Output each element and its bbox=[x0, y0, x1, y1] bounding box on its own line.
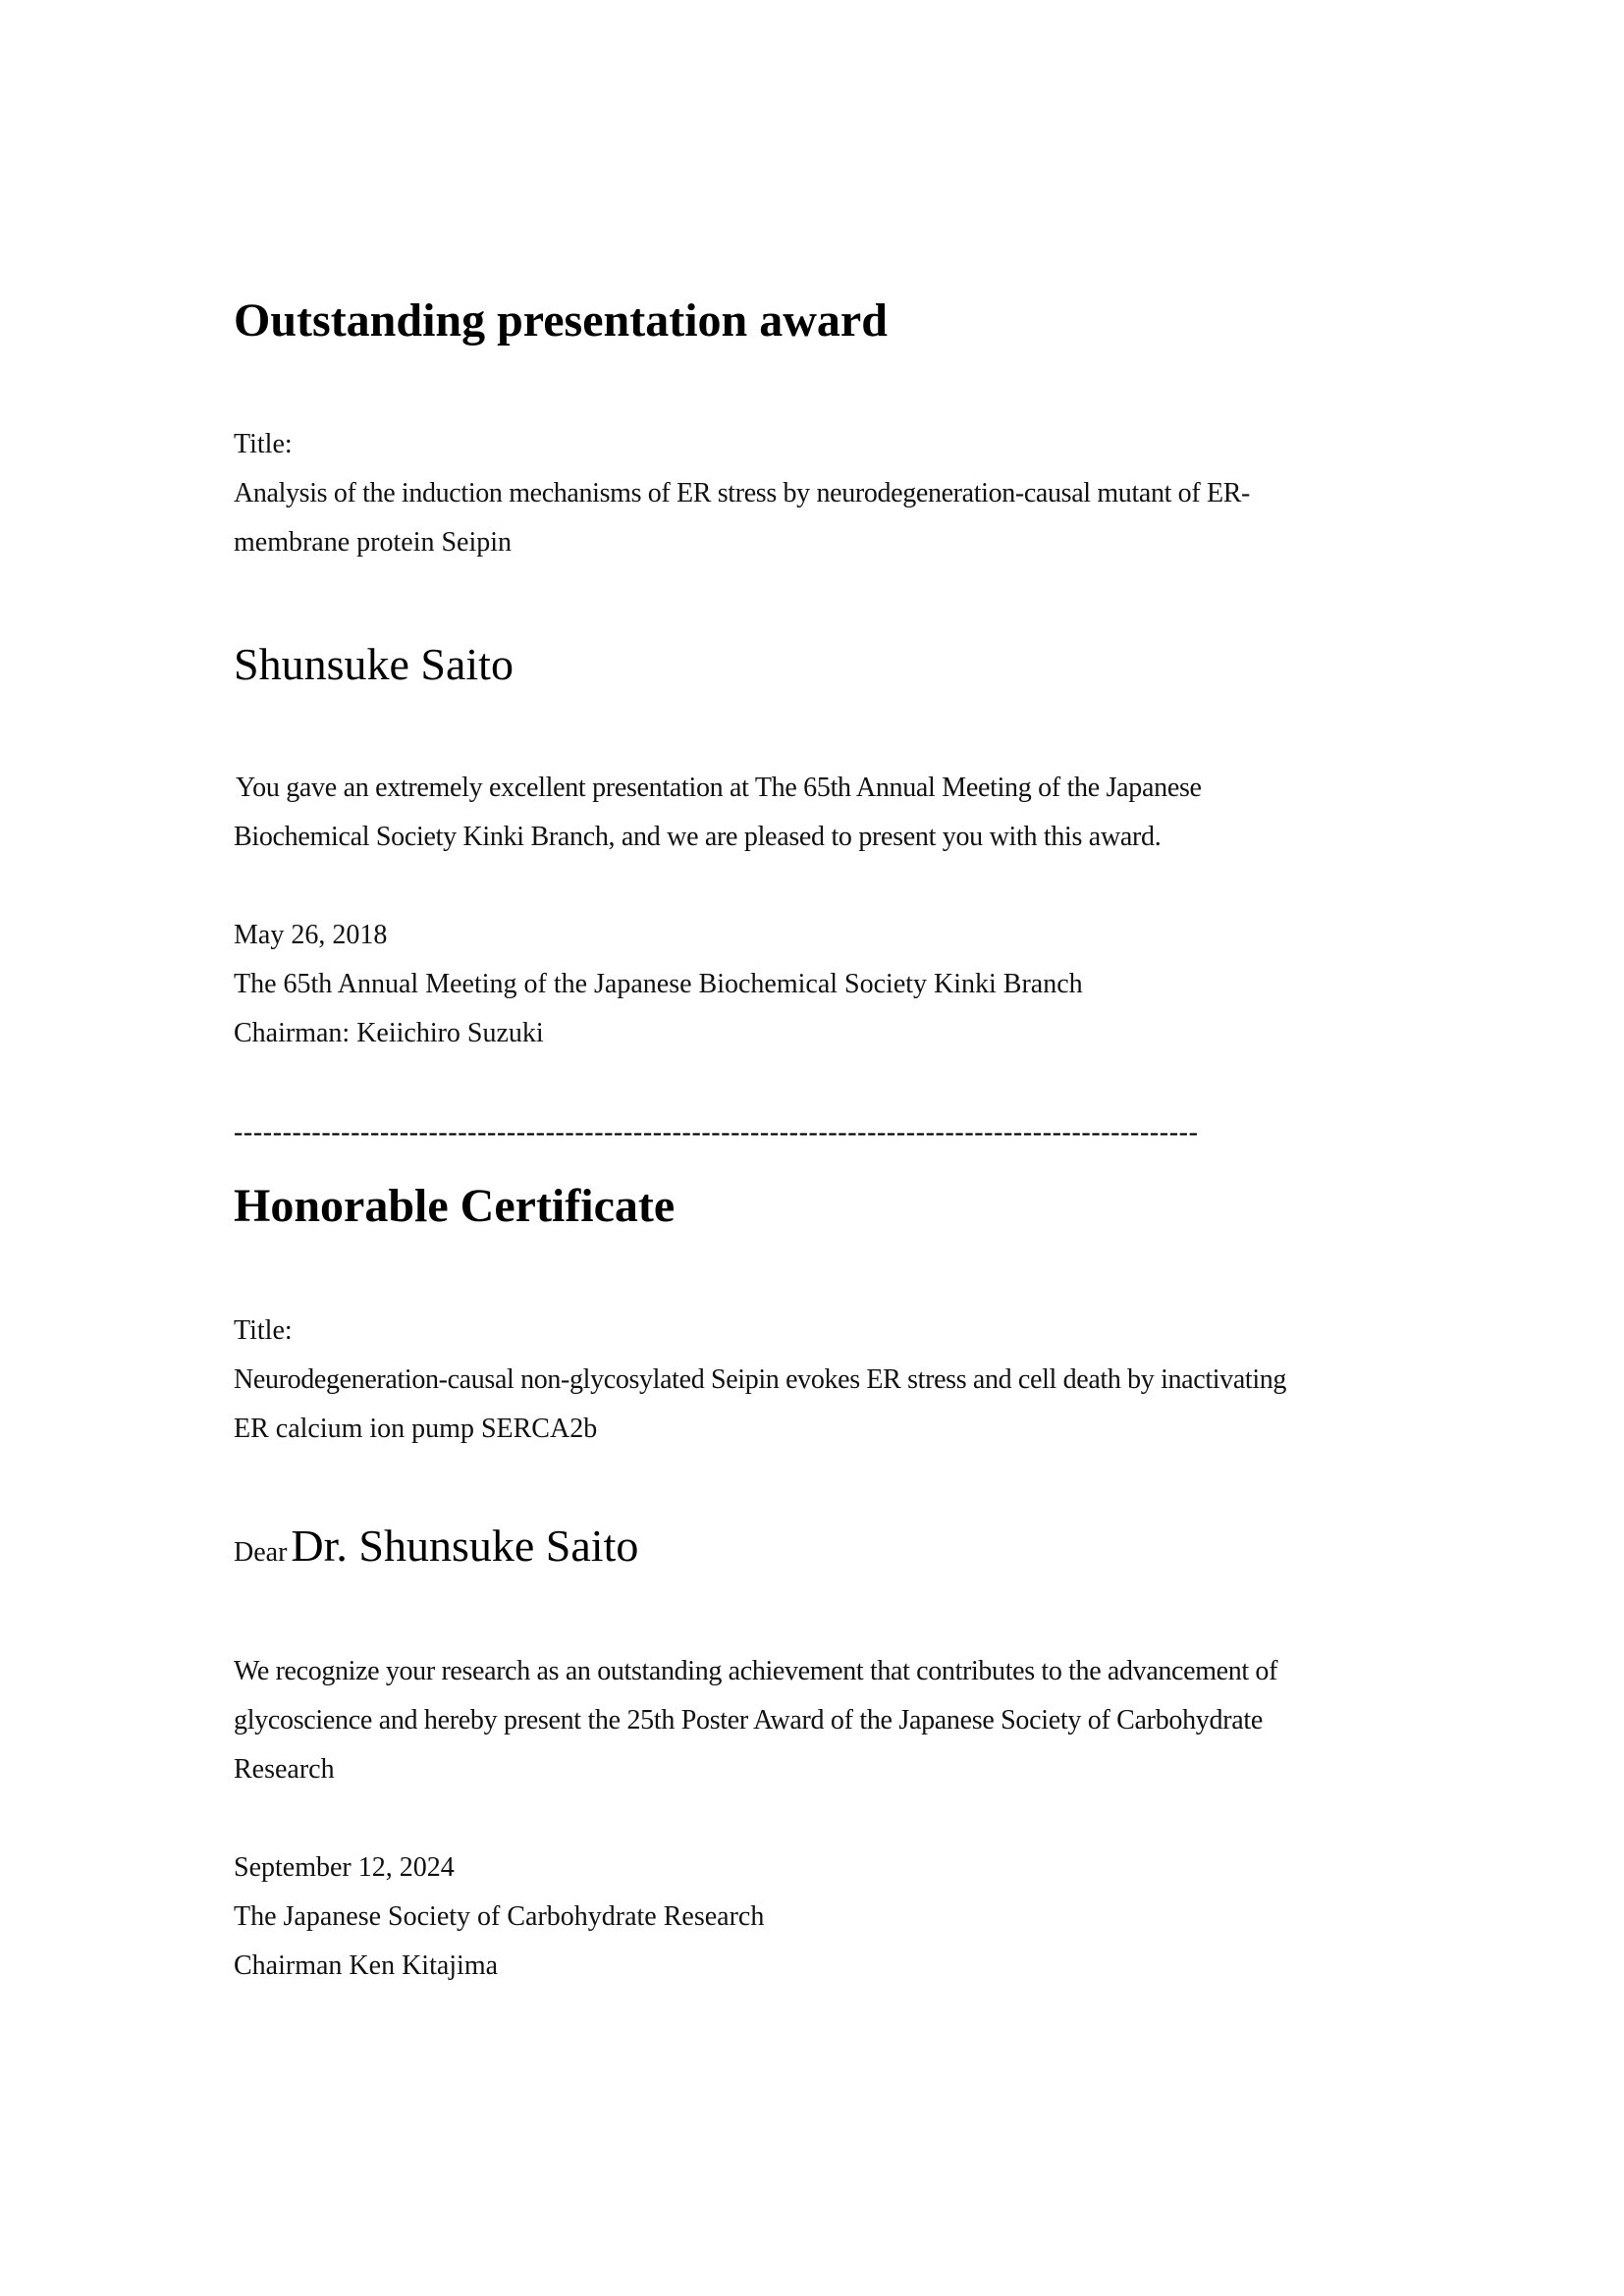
award1-date: May 26, 2018 bbox=[234, 920, 388, 950]
award2-date: September 12, 2024 bbox=[234, 1852, 455, 1883]
award2-title-label: Title: bbox=[234, 1315, 293, 1346]
award1-recipient-name: Shunsuke Saito bbox=[234, 639, 514, 689]
award1-title-line-1: Analysis of the induction mechanisms of ER stress by neurodegeneration-causal mutant of ER- bbox=[234, 478, 1251, 508]
award1-organization: The 65th Annual Meeting of the Japanese Biochemical Society Kinki Branch bbox=[234, 969, 1083, 999]
award1-title-label: Title: bbox=[234, 429, 293, 459]
award2-message-line-2: glycoscience and hereby present the 25th Poster Award of the Japanese Society of Carbohydrate bbox=[234, 1705, 1263, 1735]
award2-salutation-line bbox=[234, 1523, 638, 1579]
award1-chairman: Chairman: Keiichiro Suzuki bbox=[234, 1018, 544, 1048]
award2-message-line-3: Research bbox=[234, 1754, 335, 1785]
award2-title-line-1: Neurodegeneration-causal non-glycosylated Seipin evokes ER stress and cell death by inactivating bbox=[234, 1364, 1287, 1395]
award1-title-line-2: membrane protein Seipin bbox=[234, 527, 513, 558]
section-divider-dashed: --------------------------------------------------------------------------------------------------- bbox=[234, 1117, 1199, 1148]
award2-title-line-2: ER calcium ion pump SERCA2b bbox=[234, 1414, 598, 1444]
award1-message-line-2: Biochemical Society Kinki Branch, and we are pleased to present you with this award. bbox=[234, 822, 1162, 852]
award1-message-line-1: You gave an extremely excellent presentation at The 65th Annual Meeting of the Japanese bbox=[236, 773, 1202, 803]
award2-message-line-1: We recognize your research as an outstanding achievement that contributes to the advancement of bbox=[234, 1656, 1278, 1686]
award1-heading: Outstanding presentation award bbox=[234, 294, 888, 347]
award2-organization: The Japanese Society of Carbohydrate Research bbox=[234, 1901, 765, 1932]
award2-recipient-name: Dr. Shunsuke Saito bbox=[291, 1521, 639, 1571]
award2-heading: Honorable Certificate bbox=[234, 1180, 676, 1232]
award2-chairman: Chairman Ken Kitajima bbox=[234, 1950, 499, 1981]
award2-salutation: Dear bbox=[234, 1537, 288, 1568]
